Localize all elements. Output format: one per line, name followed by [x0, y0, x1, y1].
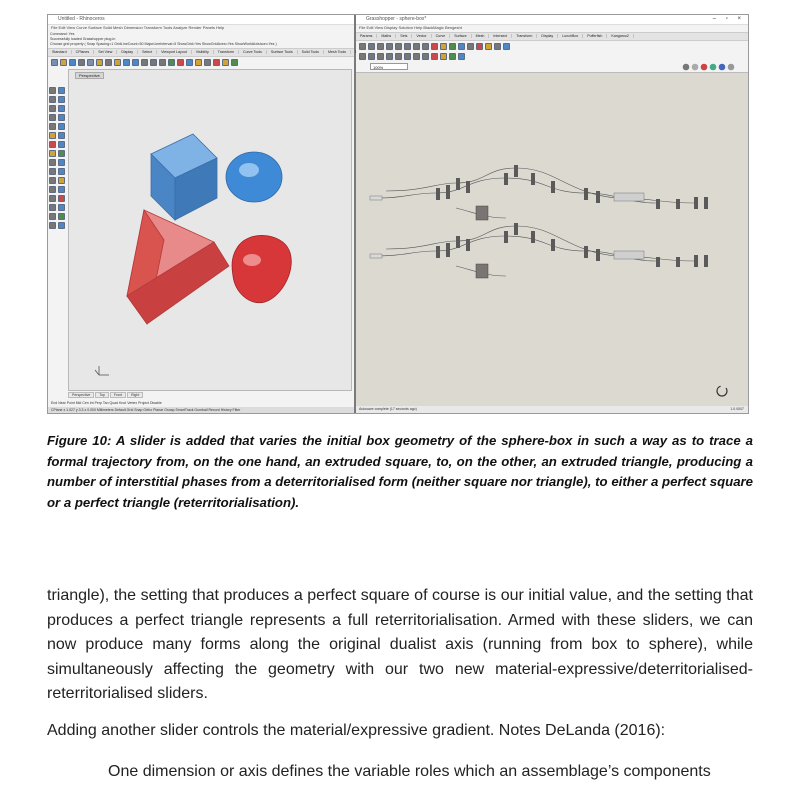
viewport-label[interactable]: Perspective: [75, 72, 104, 79]
rhino-command-line-2: Successfully loaded Grasshopper plug-in: [50, 37, 116, 41]
loading-spinner-icon: [717, 386, 727, 396]
select-icon[interactable]: [49, 87, 56, 94]
curve-icon[interactable]: [49, 105, 56, 112]
polyline-icon[interactable]: [58, 96, 65, 103]
wires-group-1: [378, 168, 696, 218]
gh-component[interactable]: [694, 255, 698, 267]
components-group-2: [370, 223, 708, 278]
rhino-tab[interactable]: Surface Tools: [267, 50, 298, 54]
save-canvas-icon[interactable]: [683, 64, 690, 71]
grasshopper-component-palette-row2: [356, 51, 748, 61]
gh-tab[interactable]: Display: [537, 34, 558, 38]
arc-icon[interactable]: [49, 114, 56, 121]
red-sphere[interactable]: [232, 235, 291, 302]
mesh-icon[interactable]: [49, 150, 56, 157]
rhino-status-bar: CPlane x 1.027 y 3.3 z 0.000 Millimeters Default Grid Snap Ortho Planar Osnap SmartTrack Gumball Record History Filter: [48, 407, 354, 413]
zoom-canvas-icon[interactable]: [692, 64, 699, 71]
figure-screenshot: [47, 14, 749, 414]
number-slider[interactable]: [370, 196, 382, 200]
circle-icon[interactable]: [58, 105, 65, 112]
gh-component[interactable]: [446, 185, 450, 199]
gradient-icon[interactable]: [476, 43, 483, 50]
gh-component[interactable]: [704, 255, 708, 267]
polygon-icon[interactable]: [58, 123, 65, 130]
gh-component[interactable]: [676, 257, 680, 267]
dimension-icon[interactable]: [49, 213, 56, 220]
extrude-icon[interactable]: [58, 132, 65, 139]
copy-object-icon[interactable]: [58, 159, 65, 166]
grasshopper-title: Grasshopper - sphere-box*: [366, 16, 427, 22]
canvas-toolbar-icons: [680, 62, 740, 72]
hide-icon[interactable]: [58, 222, 65, 229]
boolean-icon[interactable]: [58, 150, 65, 157]
number-param-icon[interactable]: [422, 43, 429, 50]
panel-icon[interactable]: [440, 43, 447, 50]
scale-icon[interactable]: [58, 168, 65, 175]
line-icon[interactable]: [49, 96, 56, 103]
gh-tab[interactable]: Sets: [396, 34, 412, 38]
undo-icon[interactable]: [123, 59, 130, 66]
paste-icon[interactable]: [114, 59, 121, 66]
fillet-icon[interactable]: [49, 204, 56, 211]
rhino-tab[interactable]: Curve Tools: [239, 50, 267, 54]
rhino-window: [48, 15, 356, 413]
vector-param-icon[interactable]: [377, 43, 384, 50]
gh-component[interactable]: [466, 239, 470, 251]
gh-component[interactable]: [531, 173, 535, 185]
rhino-tab[interactable]: CPlanes: [72, 50, 95, 54]
grasshopper-canvas[interactable]: [356, 73, 748, 406]
gh-tab[interactable]: Maths: [377, 34, 396, 38]
gh-component[interactable]: [704, 197, 708, 209]
grasshopper-icon[interactable]: [231, 59, 238, 66]
gh-tab[interactable]: Params: [356, 34, 377, 38]
gh-component[interactable]: [656, 257, 660, 267]
timer-icon[interactable]: [440, 53, 447, 60]
gh-component[interactable]: [656, 199, 660, 209]
new-file-icon[interactable]: [51, 59, 58, 66]
gh-panel[interactable]: [614, 193, 644, 201]
gh-component[interactable]: [466, 181, 470, 193]
preview-selected-icon[interactable]: [719, 64, 726, 71]
rhino-toolbar-tabs: [48, 48, 354, 57]
rhino-tab[interactable]: Display: [117, 50, 138, 54]
offset-icon[interactable]: [58, 204, 65, 211]
blue-box[interactable]: [151, 134, 217, 220]
sphere-param-icon[interactable]: [503, 43, 510, 50]
rhino-standard-toolbar: [48, 57, 354, 67]
gh-tab[interactable]: Curve: [432, 34, 451, 38]
graph-mapper-icon[interactable]: [467, 43, 474, 50]
cut-icon[interactable]: [96, 59, 103, 66]
sketch-icon[interactable]: [728, 64, 735, 71]
rhino-perspective-viewport[interactable]: [68, 69, 352, 391]
window-controls[interactable]: – ▫ ×: [712, 16, 745, 22]
layers-icon[interactable]: [204, 59, 211, 66]
color-swatch-icon[interactable]: [458, 43, 465, 50]
grasshopper-window: [356, 15, 748, 413]
gene-pool-icon[interactable]: [458, 53, 465, 60]
wires-group-2: [378, 226, 696, 276]
text-icon[interactable]: [58, 213, 65, 220]
gh-panel[interactable]: [614, 251, 644, 259]
solid-box-icon[interactable]: [49, 141, 56, 148]
components-group-1: [370, 165, 708, 220]
tree-icon[interactable]: [395, 53, 402, 60]
gh-component[interactable]: [596, 191, 600, 203]
pan-icon[interactable]: [141, 59, 148, 66]
save-icon[interactable]: [69, 59, 76, 66]
gh-tab[interactable]: Mesh: [472, 34, 490, 38]
boolean-toggle-icon[interactable]: [431, 43, 438, 50]
gh-graph-mapper[interactable]: [476, 206, 488, 220]
figure-caption: Figure 10: A slider is added that varies the initial box geometry of the sphere-box in such a way as to trace a formal trajectory from, on the one hand, an extruded square, to, on the other, an extruded triangle, producing a number of interstitial phases from a deterritorialised form (neither square nor triangle), to either a perfect square or a perfect triangle (reterritorialisation).: [47, 433, 753, 510]
viewport-tab[interactable]: Front: [110, 392, 126, 398]
gh-tab[interactable]: Kangaroo2: [607, 34, 634, 38]
relay-icon[interactable]: [359, 53, 366, 60]
surface-icon[interactable]: [49, 132, 56, 139]
viewport-scene: [69, 70, 351, 390]
viewport-tabs: [68, 392, 144, 399]
render-icon[interactable]: [195, 59, 202, 66]
scribble-icon[interactable]: [368, 53, 375, 60]
gh-component[interactable]: [584, 188, 588, 200]
geometry-param-icon[interactable]: [359, 43, 366, 50]
move-icon[interactable]: [49, 159, 56, 166]
rhino-tab[interactable]: Standard: [48, 50, 72, 54]
value-list-icon[interactable]: [422, 53, 429, 60]
rhino-tab[interactable]: Set View: [94, 50, 117, 54]
osnap-bar[interactable]: End Near Point Mid Cen Int Perp Tan Quad Knot Vertex Project Disable: [51, 401, 162, 405]
rhino-tab[interactable]: Solid Tools: [298, 50, 324, 54]
gh-component[interactable]: [436, 188, 440, 200]
rotate-view-icon[interactable]: [150, 59, 157, 66]
gh-component[interactable]: [446, 243, 450, 257]
gh-component[interactable]: [694, 197, 698, 209]
sphere-icon[interactable]: [58, 141, 65, 148]
cluster-icon[interactable]: [494, 43, 501, 50]
definition-graph: [356, 73, 748, 406]
gh-tab[interactable]: Intersect: [489, 34, 512, 38]
rhino-menubar[interactable]: File Edit View Curve Surface Solid Mesh Dimension Transform Tools Analyze Render Panels Help: [51, 25, 225, 30]
gh-component[interactable]: [514, 165, 518, 177]
gh-component[interactable]: [531, 231, 535, 243]
curve-param-icon[interactable]: [386, 43, 393, 50]
brep-param-icon[interactable]: [404, 43, 411, 50]
redo-icon[interactable]: [132, 59, 139, 66]
rhino-left-toolbar: [49, 87, 67, 229]
gh-component[interactable]: [514, 223, 518, 235]
properties-icon[interactable]: [213, 59, 220, 66]
preview-off-icon[interactable]: [701, 64, 708, 71]
data-icon[interactable]: [404, 53, 411, 60]
rhino-tab[interactable]: Viewport Layout: [157, 50, 192, 54]
array-icon[interactable]: [58, 177, 65, 184]
analyze-icon[interactable]: [49, 222, 56, 229]
number-slider[interactable]: [370, 254, 382, 258]
internalise-icon[interactable]: [413, 53, 420, 60]
paragraph: Adding another slider controls the material/expressive gradient. Notes DeLanda (2016):: [47, 721, 666, 739]
block-quote: One dimension or axis defines the variable roles which an assemblage’s components: [108, 763, 711, 780]
zoom-icon[interactable]: [159, 59, 166, 66]
viewport-tab[interactable]: Right: [127, 392, 143, 398]
mesh-param-icon[interactable]: [413, 43, 420, 50]
gh-tab[interactable]: Surface: [450, 34, 471, 38]
trim-icon[interactable]: [49, 186, 56, 193]
gh-component[interactable]: [456, 236, 460, 248]
zoom-window-icon[interactable]: [177, 59, 184, 66]
gh-tab[interactable]: Pufferfish: [583, 34, 607, 38]
rhino-command-line-1: Command: Yes: [50, 32, 75, 36]
zoom-extents-icon[interactable]: [168, 59, 175, 66]
button-icon[interactable]: [431, 53, 438, 60]
viewport-tab[interactable]: Perspective: [68, 392, 94, 398]
rectangle-icon[interactable]: [49, 123, 56, 130]
canvas-toolbar: [356, 62, 748, 73]
point-param-icon[interactable]: [368, 43, 375, 50]
rhino-title: Untitled - Rhinoceros: [58, 16, 105, 22]
version-label: 1.0.0007: [730, 407, 744, 411]
warning-icon[interactable]: [485, 43, 492, 50]
list-icon[interactable]: [386, 53, 393, 60]
print-icon[interactable]: [78, 59, 85, 66]
explode-icon[interactable]: [58, 195, 65, 202]
group-icon[interactable]: [377, 53, 384, 60]
zoom-combo[interactable]: 100%: [370, 63, 408, 70]
copy-icon[interactable]: [105, 59, 112, 66]
preview-on-icon[interactable]: [710, 64, 717, 71]
point-icon[interactable]: [58, 87, 65, 94]
join-icon[interactable]: [49, 195, 56, 202]
slider-icon[interactable]: [449, 43, 456, 50]
gh-component[interactable]: [551, 181, 555, 193]
ellipse-icon[interactable]: [58, 114, 65, 121]
grasshopper-menubar[interactable]: File Edit View Display Solution Help BlackMagic Bengesht: [359, 25, 462, 30]
mirror-icon[interactable]: [49, 177, 56, 184]
md-slider-icon[interactable]: [449, 53, 456, 60]
blue-sphere[interactable]: [226, 152, 282, 202]
gh-graph-mapper[interactable]: [476, 264, 488, 278]
gh-component[interactable]: [456, 178, 460, 190]
gh-component[interactable]: [584, 246, 588, 258]
rhino-command-prompt[interactable]: Choose grid property ( Snap Spacing=1 GridLineCount=50 MajorLineInterval=5 ShowGrid=Yes ShowGridAxes=Yes ShowWorldAxisIcon=Yes ): [50, 42, 277, 46]
gh-component[interactable]: [436, 246, 440, 258]
gh-component[interactable]: [551, 239, 555, 251]
rhino-tab[interactable]: Visibility: [192, 50, 214, 54]
display-mode-icon[interactable]: [186, 59, 193, 66]
open-file-icon[interactable]: [60, 59, 67, 66]
options-icon[interactable]: [222, 59, 229, 66]
gh-tab[interactable]: Vector: [412, 34, 431, 38]
gh-tab[interactable]: LunchBox: [558, 34, 583, 38]
autosave-status: Autosave complete (17 seconds ago): [359, 407, 417, 411]
import-icon[interactable]: [87, 59, 94, 66]
red-triangle-prism[interactable]: [127, 210, 229, 324]
grasshopper-component-tabs: [356, 32, 748, 41]
gh-component[interactable]: [676, 199, 680, 209]
grasshopper-component-palette: [356, 41, 748, 51]
gh-component[interactable]: [596, 249, 600, 261]
surface-param-icon[interactable]: [395, 43, 402, 50]
viewport-tab[interactable]: Top: [95, 392, 109, 398]
world-axis-icon: [95, 366, 109, 375]
grasshopper-status-bar: [356, 406, 748, 413]
rhino-tab[interactable]: Mesh Tools: [324, 50, 351, 54]
paragraph: triangle), the setting that produces a perfect square of course is our initial value, and the setting that produces a perfect triangle represents a full reterritorialisation. Armed with these sliders, we can now produce many forms along the original dualist axis (running from box to sphere), while simultaneously affecting the geometry with our two new material-expressive/deterritorialised-reterritorialised sliders.: [47, 587, 753, 702]
split-icon[interactable]: [58, 186, 65, 193]
gh-component[interactable]: [504, 231, 508, 243]
gh-tab[interactable]: Transform: [512, 34, 537, 38]
rhino-tab[interactable]: Select: [138, 50, 157, 54]
rhino-tab[interactable]: Transform: [214, 50, 239, 54]
gh-component[interactable]: [504, 173, 508, 185]
rotate-icon[interactable]: [49, 168, 56, 175]
body-text: [47, 584, 753, 755]
